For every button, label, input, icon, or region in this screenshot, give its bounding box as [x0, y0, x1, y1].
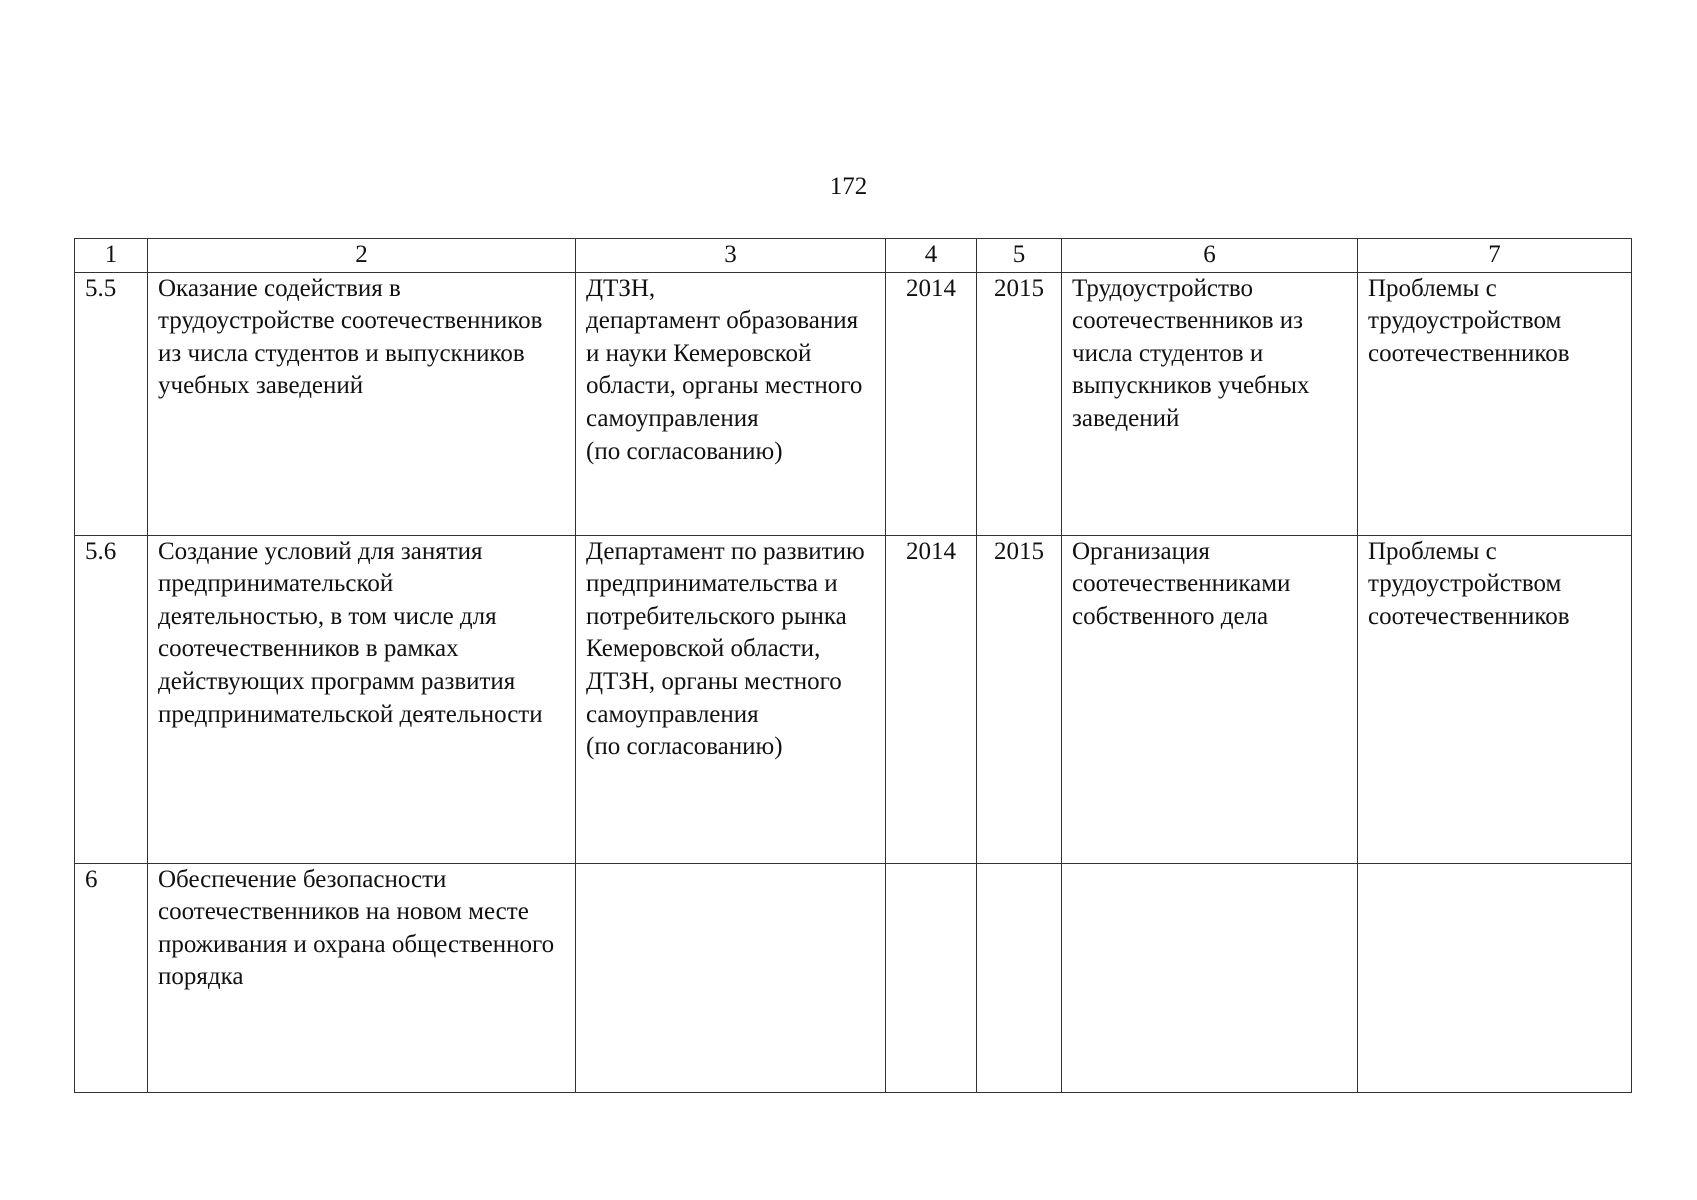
- column-header: 2: [148, 239, 576, 273]
- year-start-cell: 2014: [886, 535, 977, 863]
- problem-cell: Проблемы с трудоустройством соотечественников: [1358, 535, 1632, 863]
- row-number: 5.5: [75, 272, 148, 535]
- result-cell: Организация соотечественниками собственного дела: [1062, 535, 1358, 863]
- column-header: 6: [1062, 239, 1358, 273]
- result-cell: [1062, 863, 1358, 1092]
- measure-cell: Оказание содействия в трудоустройстве соотечественников из числа студентов и выпускников учебных заведений: [148, 272, 576, 535]
- year-end-cell: [977, 863, 1062, 1092]
- column-header: 3: [576, 239, 886, 273]
- problem-cell: Проблемы с трудоустройством соотечественников: [1358, 272, 1632, 535]
- year-start-cell: 2014: [886, 272, 977, 535]
- result-cell: Трудоустройство соотечественников из числа студентов и выпускников учебных заведений: [1062, 272, 1358, 535]
- year-start-cell: [886, 863, 977, 1092]
- row-number: 6: [75, 863, 148, 1092]
- column-header: 5: [977, 239, 1062, 273]
- table-row: [75, 272, 1632, 535]
- executor-cell: [576, 863, 886, 1092]
- measure-cell: Создание условий для занятия предпринимательской деятельностью, в том числе для соотечественников в рамках действующих программ развития предпринимательской деятельности: [148, 535, 576, 863]
- table-row: [75, 535, 1632, 863]
- year-end-cell: 2015: [977, 272, 1062, 535]
- column-header: 1: [75, 239, 148, 273]
- executor-cell: Департамент по развитию предпринимательства и потребительского рынка Кемеровской области, ДТЗН, органы местного самоуправления (по согласованию): [576, 535, 886, 863]
- executor-cell: ДТЗН, департамент образования и науки Кемеровской области, органы местного самоуправления (по согласованию): [576, 272, 886, 535]
- table-header-row: [75, 239, 1632, 273]
- page-number: 172: [829, 173, 868, 200]
- measures-table: [74, 238, 1632, 1093]
- row-number: 5.6: [75, 535, 148, 863]
- measure-cell: Обеспечение безопасности соотечественников на новом месте проживания и охрана общественного порядка: [148, 863, 576, 1092]
- table-row: [75, 863, 1632, 1092]
- column-header: 4: [886, 239, 977, 273]
- year-end-cell: 2015: [977, 535, 1062, 863]
- problem-cell: [1358, 863, 1632, 1092]
- column-header: 7: [1358, 239, 1632, 273]
